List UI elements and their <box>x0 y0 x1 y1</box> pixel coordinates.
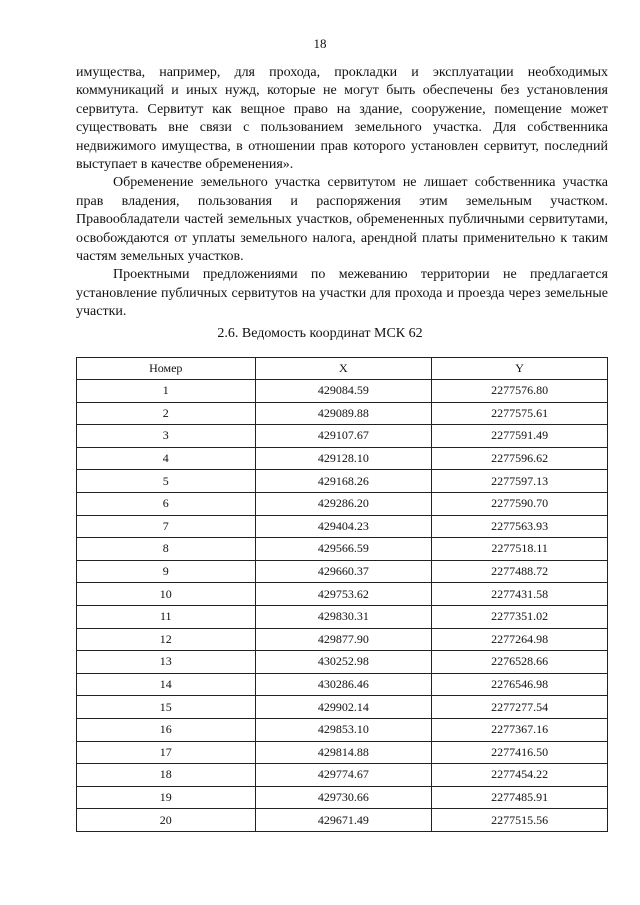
cell-y: 2277264.98 <box>432 628 608 651</box>
table-row <box>77 605 608 628</box>
body-text <box>76 64 608 322</box>
cell-y: 2277590.70 <box>432 492 608 515</box>
table-row <box>77 764 608 787</box>
cell-x: 429774.67 <box>255 764 432 787</box>
cell-number: 17 <box>77 741 256 764</box>
coordinates-table <box>76 357 608 832</box>
cell-y: 2277576.80 <box>432 380 608 403</box>
table-row <box>77 402 608 425</box>
cell-y: 2277488.72 <box>432 560 608 583</box>
header-number: Номер <box>77 358 256 380</box>
table-row <box>77 673 608 696</box>
table-row <box>77 741 608 764</box>
cell-number: 20 <box>77 809 256 832</box>
cell-y: 2277597.13 <box>432 470 608 493</box>
table-row <box>77 380 608 403</box>
cell-y: 2277515.56 <box>432 809 608 832</box>
cell-x: 429286.20 <box>255 492 432 515</box>
cell-x: 430252.98 <box>255 651 432 674</box>
cell-number: 12 <box>77 628 256 651</box>
cell-x: 429168.26 <box>255 470 432 493</box>
table-row <box>77 470 608 493</box>
cell-x: 429814.88 <box>255 741 432 764</box>
table-row <box>77 786 608 809</box>
cell-number: 15 <box>77 696 256 719</box>
cell-number: 6 <box>77 492 256 515</box>
cell-x: 430286.46 <box>255 673 432 696</box>
cell-x: 429404.23 <box>255 515 432 538</box>
cell-y: 2277575.61 <box>432 402 608 425</box>
table-row <box>77 538 608 561</box>
cell-y: 2277591.49 <box>432 425 608 448</box>
cell-x: 429730.66 <box>255 786 432 809</box>
table-row <box>77 628 608 651</box>
cell-number: 7 <box>77 515 256 538</box>
table-row <box>77 447 608 470</box>
cell-number: 2 <box>77 402 256 425</box>
cell-x: 429753.62 <box>255 583 432 606</box>
table-row <box>77 425 608 448</box>
table-header <box>77 358 608 380</box>
cell-x: 429877.90 <box>255 628 432 651</box>
table-row <box>77 515 608 538</box>
cell-y: 2277416.50 <box>432 741 608 764</box>
cell-x: 429566.59 <box>255 538 432 561</box>
cell-number: 19 <box>77 786 256 809</box>
header-x: X <box>255 358 432 380</box>
page-number: 18 <box>313 36 327 51</box>
cell-x: 429853.10 <box>255 718 432 741</box>
cell-number: 13 <box>77 651 256 674</box>
cell-y: 2277454.22 <box>432 764 608 787</box>
cell-number: 10 <box>77 583 256 606</box>
cell-y: 2277518.11 <box>432 538 608 561</box>
cell-y: 2276528.66 <box>432 651 608 674</box>
cell-number: 5 <box>77 470 256 493</box>
cell-number: 18 <box>77 764 256 787</box>
cell-number: 3 <box>77 425 256 448</box>
cell-y: 2277277.54 <box>432 696 608 719</box>
table-row <box>77 651 608 674</box>
cell-x: 429671.49 <box>255 809 432 832</box>
cell-y: 2277431.58 <box>432 583 608 606</box>
table-row <box>77 583 608 606</box>
cell-x: 429089.88 <box>255 402 432 425</box>
cell-y: 2277367.16 <box>432 718 608 741</box>
cell-y: 2277351.02 <box>432 605 608 628</box>
paragraph-continued: имущества, например, для прохода, прокладки и эксплуатации необходимых коммуникаций и иных нужд, которые не могут быть обеспечены без установления сервитута. Сервитут как вещное право на здание, сооружение, помещение может существовать вне связи с пользованием земельного участка. Для собственника недвижимого имущества, в отношении прав которого установлен сервитут, последний выступает в качестве обременения». <box>76 65 608 173</box>
table-row <box>77 718 608 741</box>
cell-y: 2276546.98 <box>432 673 608 696</box>
cell-number: 14 <box>77 673 256 696</box>
paragraph-encumbrance: Обременение земельного участка сервитутом не лишает собственника участка прав владения, пользования и распоряжения этим земельным участком. Правообладатели частей земельных участков, обремененных публичными сервитутами, освобождаются от уплаты земельного налога, арендной платы применительно к таким частям земельных участков. <box>76 175 608 265</box>
cell-x: 429902.14 <box>255 696 432 719</box>
cell-number: 8 <box>77 538 256 561</box>
cell-x: 429128.10 <box>255 447 432 470</box>
cell-x: 429830.31 <box>255 605 432 628</box>
cell-x: 429107.67 <box>255 425 432 448</box>
table-header-row <box>77 358 608 380</box>
table-body <box>77 380 608 832</box>
cell-y: 2277485.91 <box>432 786 608 809</box>
cell-x: 429084.59 <box>255 380 432 403</box>
table-row <box>77 809 608 832</box>
table-row <box>77 560 608 583</box>
paragraph-proposals: Проектными предложениями по межеванию территории не предлагается установление публичных сервитутов на участки для прохода и проезда через земельные участки. <box>76 267 608 320</box>
cell-y: 2277563.93 <box>432 515 608 538</box>
cell-number: 11 <box>77 605 256 628</box>
table-row <box>77 696 608 719</box>
cell-number: 4 <box>77 447 256 470</box>
table-row <box>77 492 608 515</box>
cell-y: 2277596.62 <box>432 447 608 470</box>
cell-number: 16 <box>77 718 256 741</box>
cell-x: 429660.37 <box>255 560 432 583</box>
cell-number: 1 <box>77 380 256 403</box>
header-y: Y <box>432 358 608 380</box>
section-title: 2.6. Ведомость координат МСК 62 <box>217 326 423 341</box>
cell-number: 9 <box>77 560 256 583</box>
